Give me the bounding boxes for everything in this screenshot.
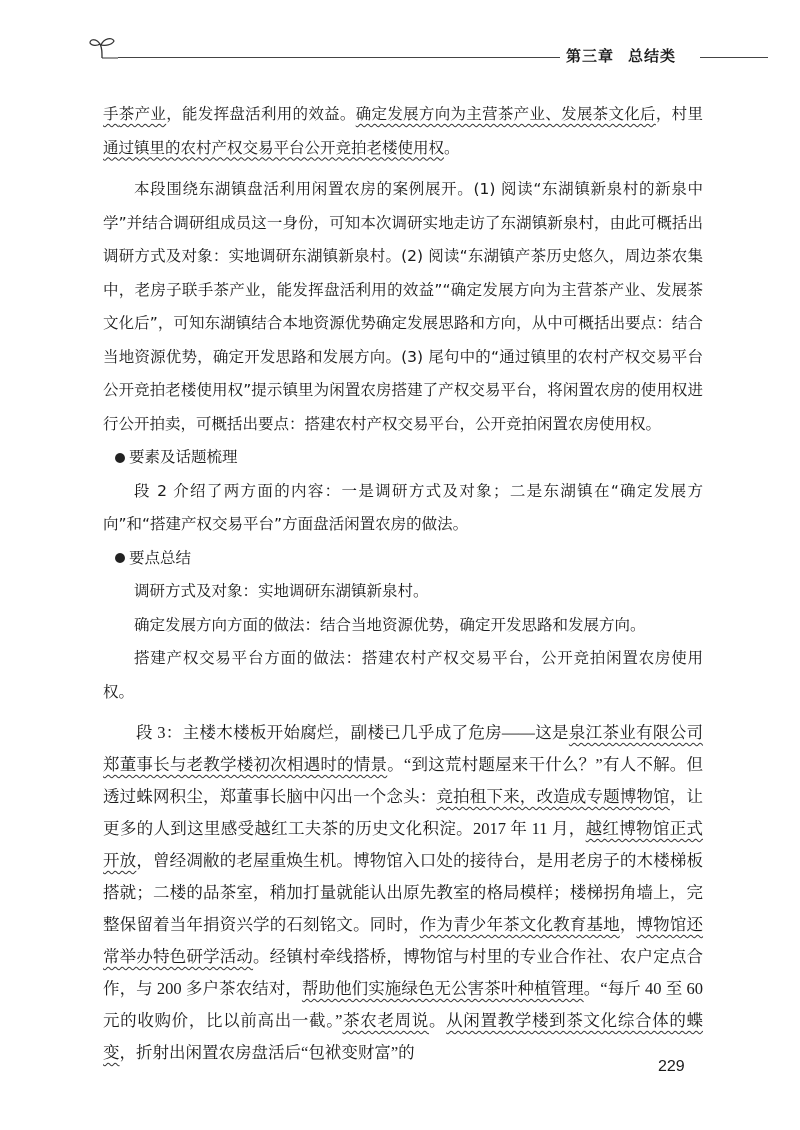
page-content [103,98,703,1069]
page-header [0,0,800,80]
elements-paragraph: 段 2 介绍了两方面的内容：一是调研方式及对象；二是东湖镇在“确定发展方向”和“搭建产权交易平台”方面盘活闲置农房的做法。 [103,481,703,533]
text-run: ，能发挥盘活利用的效益。 [166,105,356,123]
text-run: 。 [428,1011,447,1030]
underlined-text: 博物馆还常举办特色研学活动 [103,915,704,966]
underlined-text: 竞拍租下来，改造成专题博物馆 [436,787,670,806]
summary-item: 调研方式及对象：实地调研东湖镇新泉村。 [134,582,429,600]
text-run: ，折射出闲置农房盘活后“包袱变财富”的 [119,1043,415,1062]
sprout-icon [88,34,118,64]
underlined-text: 帮助他们实施绿色无公害茶叶种植管理 [301,979,584,998]
underlined-text: 通过镇里的农村产权交易平台公开竞拍老楼使用权 [103,138,445,157]
underlined-text: 从闲置教学楼到茶文化综合体的蝶变 [103,1011,704,1062]
underlined-text: 泉江茶业有限公司郑董事长与老教学楼初次相遇时的情景 [103,723,704,774]
header-rule-right [700,57,768,58]
text-run: 。“到这荒村题屋来干什么？”有人不解。但透过蛛网积尘，郑董事长脑中闪出一个念头： [103,755,704,806]
underlined-text: 越红博物馆正式开放 [103,819,704,870]
text-run: 段 3：主楼木楼板开始腐烂，副楼已几乎成了危房——这是 [136,723,569,742]
section-heading: 要点总结 [129,548,192,567]
page-number: 229 [658,1058,685,1075]
text-run: ，村里 [655,105,703,123]
underlined-text: 作为青少年茶文化教育基地 [419,915,620,934]
bullet-icon [115,453,125,463]
analysis-paragraph: 本段围绕东湖镇盘活利用闲置农房的案例展开。(1) 阅读“东湖镇新泉村的新泉中学”并结合调研组成员这一身份，可知本次调研实地走访了东湖镇新泉村，由此可概括出调研方式及对象：实地调研东湖镇新泉村。(2) 阅读“东湖镇产茶历史悠久，周边茶农集中，老房子联手茶产业，能发挥盘活利用的效益”“确定发展方向为主营茶产业、发展茶文化后”，可知东湖镇结合本地资源优势确定发展思路和方向，从中可概括出要点：结合当地资源优势，确定开发思路和发展方向。(3) 尾句中的“通过镇里的农村产权交易平台公开竞拍老楼使用权”提示镇里为闲置农房搭建了产权交易平台，将闲置农房的使用权进行公开拍卖，可概括出要点：搭建农村产权交易平台，公开竞拍闲置农房使用权。 [103,180,703,433]
paragraph-2-tail [103,98,703,165]
text-run: ， [619,915,637,934]
underlined-text: 确定发展方向为主营茶产业、发展茶文化后 [355,105,656,123]
summary-item: 确定发展方向方面的做法：结合当地资源优势，确定开发思路和发展方向。 [134,615,646,634]
bullet-icon [115,553,125,563]
text-run: ，让更多的人到这里感受越红工夫茶的历史文化积淀。2017 年 11 月， [103,787,704,838]
paragraph-3 [103,717,703,1069]
chapter-title [566,45,676,66]
section-heading-summary [115,542,703,576]
text-run: 。 [444,138,460,157]
section-heading-elements [115,441,703,475]
text-run: 。经镇村牵线搭桥，博物馆与村里的专业合作社、农户定点合作，与 200 多户茶农结对， [103,947,704,998]
header-rule-left [118,57,560,58]
underlined-text: 茶产业 [118,105,167,123]
summary-item: 搭建产权交易平台方面的做法：搭建农村产权交易平台，公开竞拍闲置农房使用权。 [103,649,703,701]
section-heading: 要素及话题梳理 [129,448,238,466]
underlined-text: 茶农老周说 [342,1011,429,1030]
chapter-number: 第三章 [566,47,615,65]
chapter-name: 总结类 [628,47,677,65]
text-run: 。“每斤 40 至 60 元的收购价，比以前高出一截。” [103,979,704,1030]
underlined-text: 手 [103,105,119,123]
text-run: ，曾经凋敝的老屋重焕生机。博物馆入口处的接待台，是用老房子的木楼梯板搭就；二楼的品茶室，稍加打量就能认出原先教室的格局模样；楼梯拐角墙上，完整保留着当年捐资兴学的石刻铭文。同时， [103,851,704,934]
